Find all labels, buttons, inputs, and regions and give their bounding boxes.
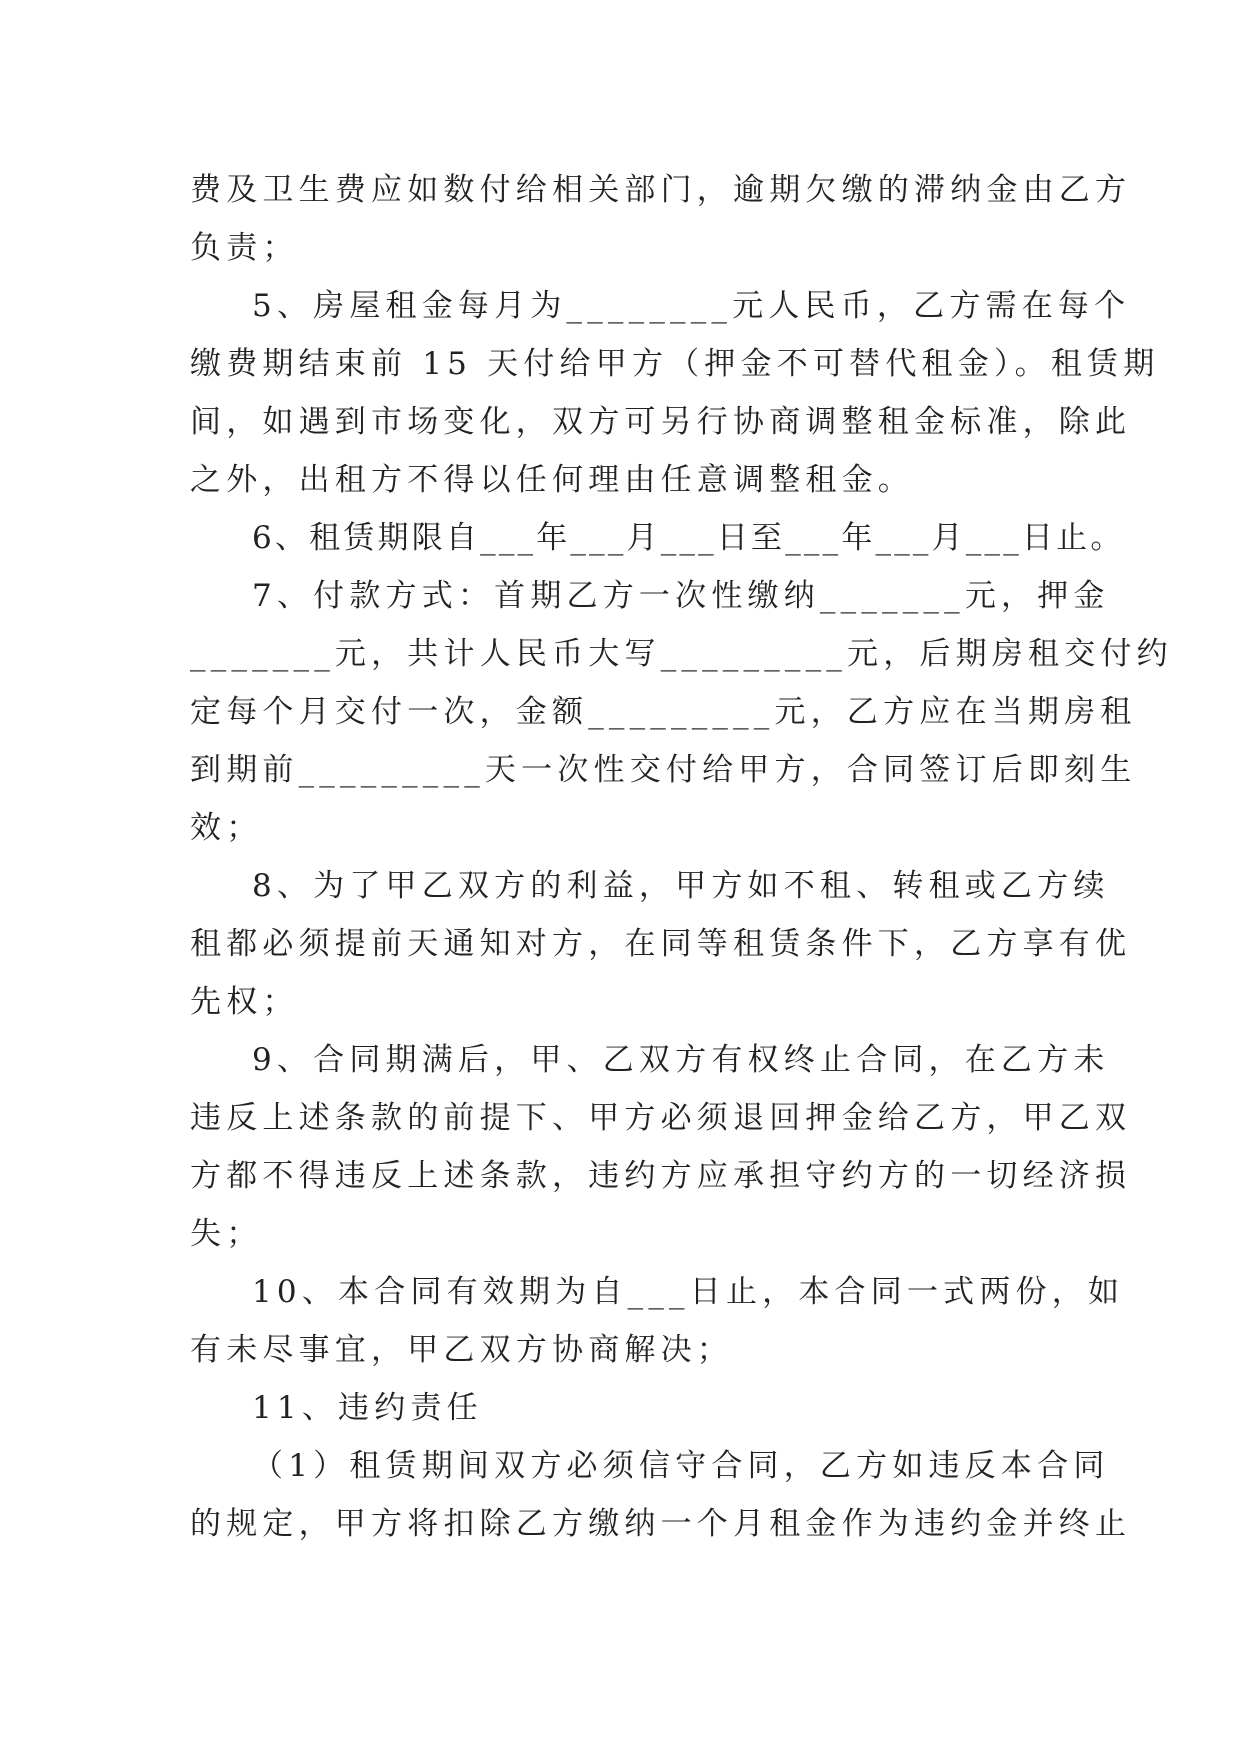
clause-11-item-1: （1）租赁期间双方必须信守合同，乙方如违反本合同 [252,1448,1110,1484]
text-line: 间，如遇到市场变化，双方可另行协商调整租金标准，除此 [190,404,1132,440]
text-line: 负责； [190,230,299,266]
text-line: 定每个月交付一次，金额_________元，乙方应在当期房租 [190,694,1137,730]
text-line: 费及卫生费应如数付给相关部门，逾期欠缴的滞纳金由乙方 [190,172,1132,208]
text-line: 有未尽事宜，甲乙双方协商解决； [190,1332,733,1368]
text-line: 到期前_________天一次性交付给甲方，合同签订后即刻生 [190,752,1137,788]
clause-7-start: 7、付款方式：首期乙方一次性缴纳_______元，押金 [252,578,1110,614]
text-line: 的规定，甲方将扣除乙方缴纳一个月租金作为违约金并终止 [190,1506,1132,1542]
text-line: 之外，出租方不得以任何理由任意调整租金。 [190,462,914,498]
clause-5-start: 5、房屋租金每月为________元人民币，乙方需在每个 [252,288,1131,324]
text-line: 方都不得违反上述条款，违约方应承担守约方的一切经济损 [190,1158,1132,1194]
clause-9-start: 9、合同期满后，甲、乙双方有权终止合同，在乙方未 [252,1042,1110,1078]
clause-8-start: 8、为了甲乙双方的利益，甲方如不租、转租或乙方续 [252,868,1110,904]
text-line: 缴费期结束前 15 天付给甲方（押金不可替代租金）。租赁期 [190,346,1160,382]
text-line: 失； [190,1216,263,1252]
text-line: 先权； [190,984,299,1020]
clause-6: 6、租赁期限自___年___月___日至___年___月___日止。 [252,520,1125,556]
clause-10-start: 10、本合同有效期为自___日止，本合同一式两份，如 [252,1274,1125,1310]
text-line: 租都必须提前天通知对方，在同等租赁条件下，乙方享有优 [190,926,1132,962]
text-line: 效； [190,810,263,846]
text-line: _______元，共计人民币大写_________元，后期房租交付约 [190,636,1173,672]
text-line: 违反上述条款的前提下、甲方必须退回押金给乙方，甲乙双 [190,1100,1132,1136]
clause-11-heading: 11、违约责任 [252,1390,483,1426]
